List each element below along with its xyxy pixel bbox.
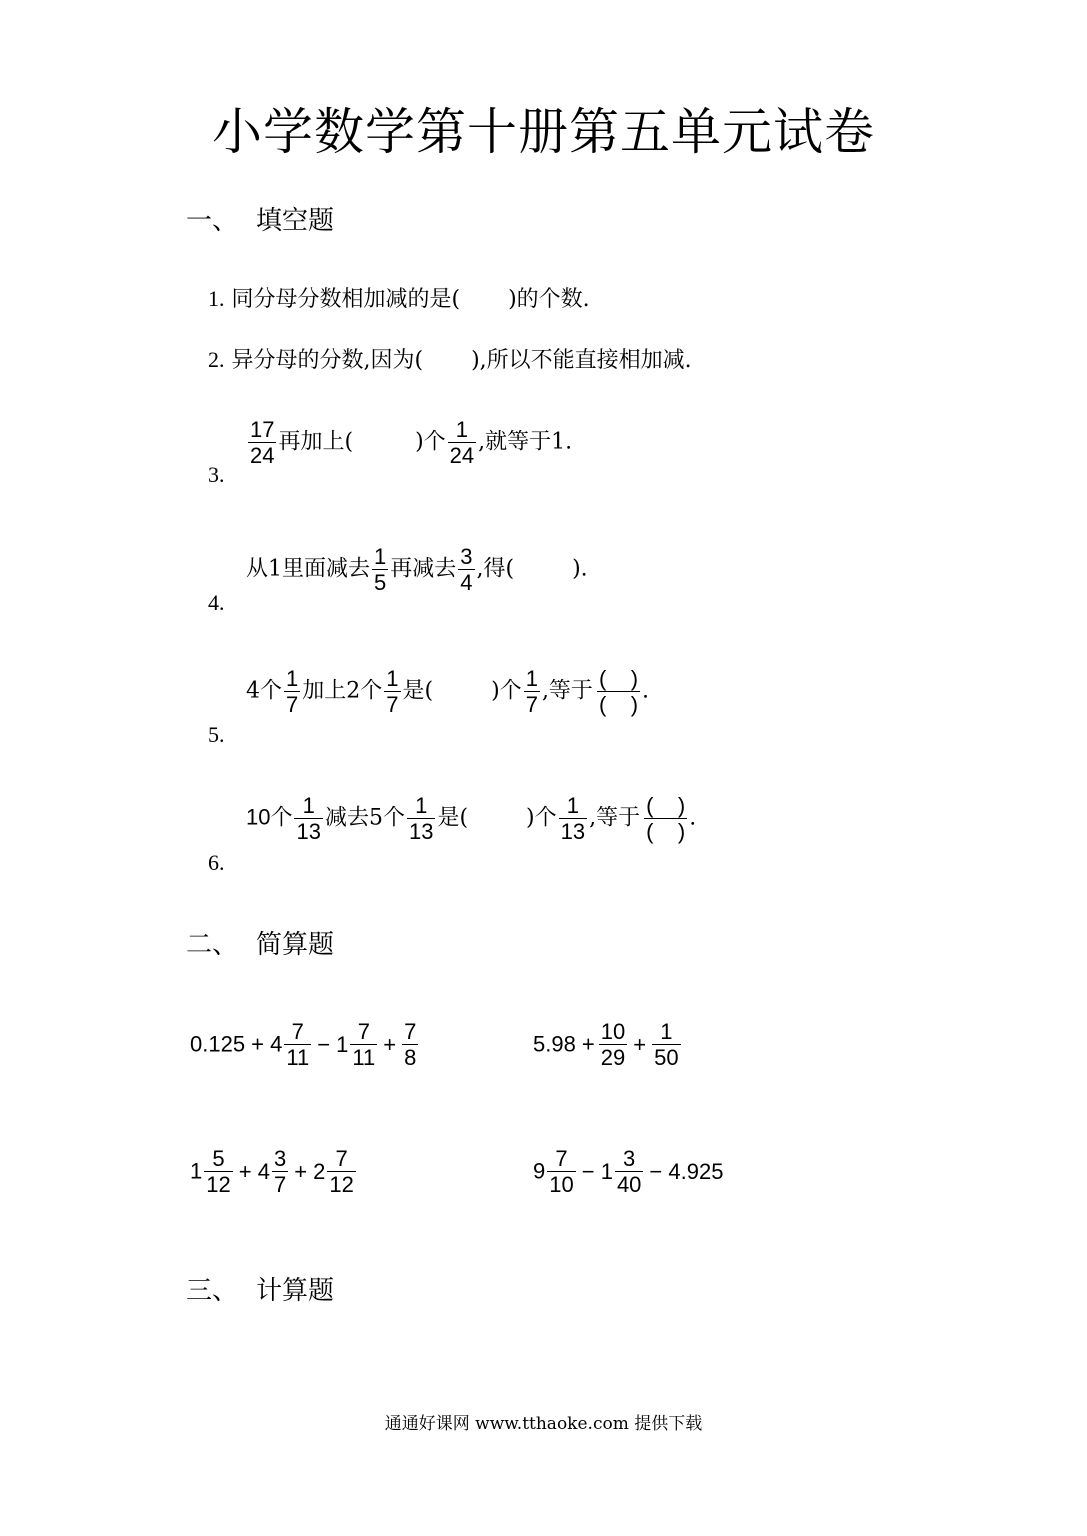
fraction: $\frac{17}{24}$ <box>250 417 275 469</box>
question-number: 1. <box>208 286 225 311</box>
expression-term: 0.125 + 4 <box>190 1031 283 1057</box>
fraction: $\frac{7}{8}$ <box>404 1019 417 1071</box>
answer-fraction-blank: $\frac{( )}{( )}$ <box>598 666 639 718</box>
fraction: $\frac{5}{12}$ <box>206 1146 231 1198</box>
question-text: ,等于 <box>589 805 641 831</box>
question-text: 10个 <box>246 804 293 830</box>
expression-term: 9 <box>533 1158 546 1184</box>
expression-term: − 4.925 <box>649 1158 724 1184</box>
expression-2 <box>533 1020 683 1069</box>
fraction: $\frac{1}{24}$ <box>449 417 475 469</box>
question-5 <box>246 667 649 716</box>
question-text: 加上2个 <box>302 678 383 704</box>
question-text: )的个数. <box>508 287 590 312</box>
section-heading-1 <box>186 200 334 237</box>
fraction: $\frac{7}{11}$ <box>352 1019 376 1071</box>
fraction: $\frac{3}{40}$ <box>616 1146 642 1198</box>
expression-4 <box>533 1147 723 1196</box>
section-number: 三、 <box>186 1276 239 1306</box>
fraction: $\frac{1}{50}$ <box>654 1019 679 1071</box>
question-text: 再减去 <box>390 556 457 582</box>
page-title: 小学数学第十册第五单元试卷 <box>212 103 875 161</box>
expression-term: 5.98 + <box>533 1031 595 1057</box>
answer-fraction-blank: $\frac{( )}{( )}$ <box>646 793 686 845</box>
expression-term: − 1 <box>317 1031 349 1057</box>
fraction: $\frac{3}{4}$ <box>460 544 473 596</box>
question-6 <box>246 794 696 843</box>
section-number: 二、 <box>186 930 239 960</box>
question-text: ,得( <box>476 556 515 582</box>
question-text: . <box>689 805 697 831</box>
fraction: $\frac{7}{11}$ <box>286 1019 310 1071</box>
expression-term: + 4 <box>238 1158 270 1184</box>
expression-3 <box>190 1147 358 1196</box>
section-heading-2 <box>186 924 334 961</box>
question-number: 6. <box>208 850 225 875</box>
page-footer: 通通好课网 www.tthaoke.com 提供下载 <box>384 1414 703 1434</box>
expression-term: − 1 <box>581 1158 613 1184</box>
question-text: ). <box>572 556 588 582</box>
question-text: 4个 <box>246 678 282 704</box>
fraction: $\frac{7}{12}$ <box>329 1146 354 1198</box>
question-text: 减去5个 <box>324 805 405 831</box>
question-text: ,就等于1. <box>478 429 573 455</box>
question-text: 是( <box>437 805 469 831</box>
question-number: 2. <box>208 347 225 372</box>
fraction: $\frac{1}{13}$ <box>408 793 434 845</box>
fraction: $\frac{10}{29}$ <box>600 1019 626 1071</box>
section-label: 填空题 <box>256 206 335 236</box>
question-text: )个 <box>526 805 557 831</box>
question-text: 再加上( <box>278 429 354 455</box>
fraction: $\frac{1}{5}$ <box>374 544 387 596</box>
expression-1 <box>190 1020 420 1069</box>
section-number: 一、 <box>186 206 239 236</box>
question-text: 是( <box>402 678 434 704</box>
operator: + <box>383 1031 397 1057</box>
question-4 <box>246 545 588 594</box>
question-text: 同分母分数相加减的是( <box>231 287 461 312</box>
fraction: $\frac{7}{10}$ <box>549 1146 574 1198</box>
fraction: $\frac{1}{7}$ <box>286 666 299 718</box>
question-text: 从1里面减去 <box>246 556 370 582</box>
expression-term: 1 <box>190 1158 203 1184</box>
fraction: $\frac{3}{7}$ <box>273 1146 287 1198</box>
question-number: 5. <box>208 722 225 747</box>
question-2 <box>208 343 692 374</box>
question-1 <box>208 282 590 313</box>
question-3 <box>246 418 572 467</box>
fraction: $\frac{1}{7}$ <box>386 666 399 718</box>
section-label: 简算题 <box>256 930 335 960</box>
expression-term: + 2 <box>294 1158 326 1184</box>
question-number: 4. <box>208 590 225 615</box>
question-text: . <box>642 678 650 704</box>
question-text: )个 <box>415 429 446 455</box>
question-text: ),所以不能直接相加减. <box>471 348 692 373</box>
question-text: 异分母的分数,因为( <box>231 348 424 373</box>
question-number: 3. <box>208 462 225 487</box>
operator: + <box>633 1031 647 1057</box>
fraction: $\frac{1}{7}$ <box>525 666 538 718</box>
section-heading-3 <box>186 1270 334 1307</box>
fraction: $\frac{1}{13}$ <box>296 793 321 845</box>
section-label: 计算题 <box>256 1276 335 1306</box>
question-text: )个 <box>491 678 522 704</box>
fraction: $\frac{1}{13}$ <box>560 793 586 845</box>
question-text: ,等于 <box>541 678 593 704</box>
